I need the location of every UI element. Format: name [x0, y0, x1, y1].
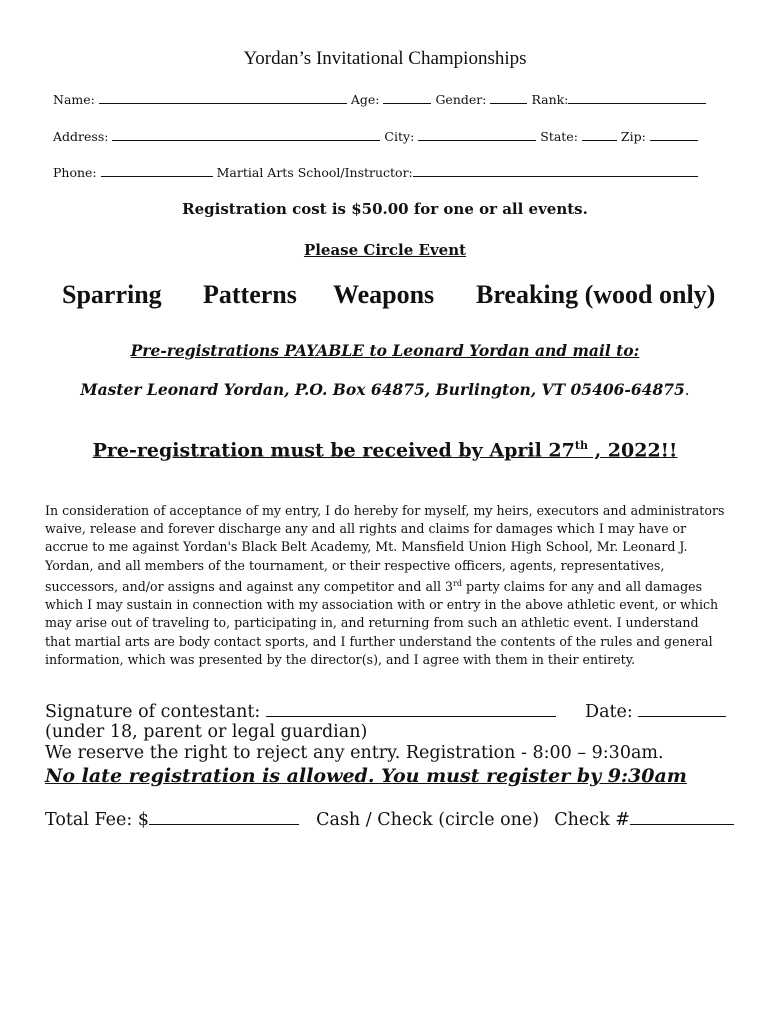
signature-row — [45, 701, 726, 722]
date-field[interactable] — [638, 701, 726, 717]
check-number-field[interactable] — [630, 809, 734, 825]
guardian-note: (under 18, parent or legal guardian) — [45, 722, 368, 742]
payable-line: Pre-registrations PAYABLE to Leonard Yordan and mail to: — [130, 341, 640, 360]
waiver-sup: rd — [453, 578, 462, 588]
mailing-address: Master Leonard Yordan, P.O. Box 64875, Burlington, VT 05406-64875 — [80, 380, 685, 399]
city-label: City: — [384, 129, 415, 144]
waiver-text-1: In consideration of acceptance of my entry, I do hereby for myself, my heirs, executors and administrators waive, release and forever discharge any and all rights and claims for damages which I may have or accrue to me against Yordan's Black Belt Academy, Mt. Mansfield Union High School, Mr. Leonard J. Yordan, and all members of the tournament, or their respective officers, agents, representatives, successors, and/or assigns and against any competitor and all 3 — [45, 503, 725, 594]
deadline-suffix: , 2022!! — [587, 439, 678, 462]
form-title: Yordan’s Invitational Championships — [243, 48, 527, 69]
mailing-address-line — [0, 380, 770, 399]
school-label: Martial Arts School/Instructor: — [216, 165, 413, 180]
name-row — [53, 91, 706, 107]
rank-label: Rank: — [531, 92, 569, 107]
address-label: Address: — [53, 129, 109, 144]
age-label: Age: — [350, 92, 380, 107]
state-label: State: — [540, 129, 578, 144]
deadline-prefix: Pre-registration must be received by April 27 — [92, 439, 575, 462]
waiver-text-2: party claims for any and all damages which I may sustain in connection with my association with or entry in the above athletic event, or which may arise out of traveling to, participating in, and returning from such an athletic event. I understand that martial arts are body contact sports, and I further understand the contents of the rules and general information, which was presented by the director(s), and I agree with them in their entirety. — [45, 579, 719, 667]
total-fee-field[interactable] — [149, 809, 299, 825]
phone-row — [53, 164, 698, 180]
date-label: Date: — [585, 702, 633, 722]
total-fee-label: Total Fee: $ — [45, 810, 149, 830]
check-number-label: Check # — [554, 810, 630, 830]
event-sparring[interactable]: Sparring — [62, 280, 162, 309]
signature-field[interactable] — [266, 701, 556, 717]
gender-field[interactable] — [490, 91, 527, 104]
circle-event-heading: Please Circle Event — [303, 241, 467, 259]
event-weapons[interactable]: Weapons — [333, 280, 435, 309]
age-field[interactable] — [383, 91, 431, 104]
name-label: Name: — [53, 92, 95, 107]
signature-label: Signature of contestant: — [45, 702, 261, 722]
school-field[interactable] — [413, 164, 698, 177]
total-fee-row — [45, 809, 734, 830]
zip-label: Zip: — [620, 129, 646, 144]
phone-field[interactable] — [101, 164, 213, 177]
waiver-paragraph — [45, 502, 725, 669]
address-period: . — [684, 381, 690, 399]
gender-label: Gender: — [435, 92, 487, 107]
phone-label: Phone: — [53, 165, 97, 180]
address-field[interactable] — [112, 128, 380, 141]
deadline-line — [0, 439, 770, 461]
rank-field[interactable] — [568, 91, 706, 104]
event-patterns[interactable]: Patterns — [203, 280, 297, 309]
name-field[interactable] — [99, 91, 347, 104]
deadline-sup: th — [574, 439, 588, 452]
payment-options[interactable]: Cash / Check (circle one) — [316, 810, 540, 830]
address-row — [53, 128, 698, 144]
reserve-line: We reserve the right to reject any entry. Registration - 8:00 – 9:30am. — [45, 743, 664, 763]
event-breaking[interactable]: Breaking (wood only) — [476, 280, 716, 309]
zip-field[interactable] — [650, 128, 698, 141]
late-registration-line: No late registration is allowed. You must register by 9:30am — [45, 765, 687, 787]
cost-line: Registration cost is $50.00 for one or all events. — [182, 200, 588, 218]
city-field[interactable] — [418, 128, 536, 141]
state-field[interactable] — [582, 128, 617, 141]
